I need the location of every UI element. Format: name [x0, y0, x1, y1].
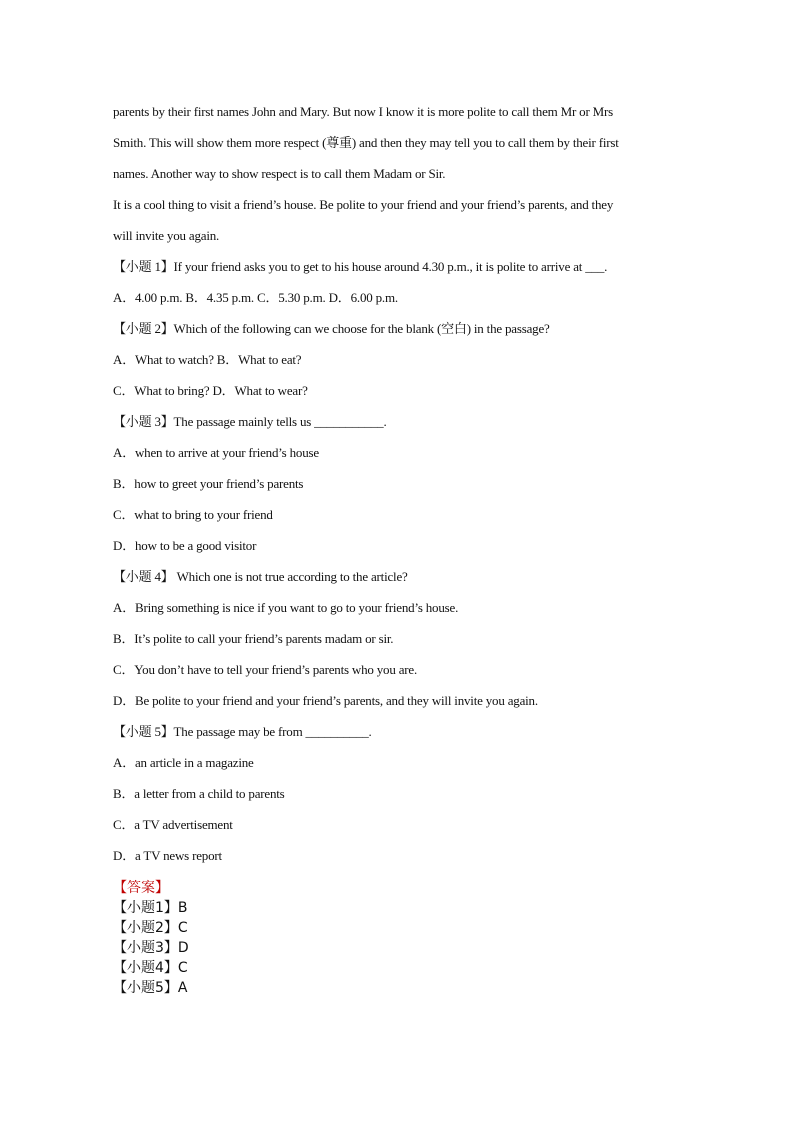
question-5-option-c: C．a TV advertisement	[113, 817, 233, 832]
question-4-option-d: D．Be polite to your friend and your friend’s parents, and they will invite you again.	[113, 693, 538, 708]
question-1-options: A．4.00 p.m. B．4.35 p.m. C．5.30 p.m. D．6.00 p.m.	[113, 290, 398, 305]
passage-line: will invite you again.	[113, 228, 220, 243]
question-2-option-row: C．What to bring? D．What to wear?	[113, 383, 308, 398]
question-4-option-c: C．You don’t have to tell your friend’s parents who you are.	[113, 662, 418, 677]
question-3-option-a: A．when to arrive at your friend’s house	[113, 445, 319, 460]
question-2-stem: 【小题 2】Which of the following can we choose for the blank (空白) in the passage?	[113, 321, 550, 336]
question-3-stem: 【小题 3】The passage mainly tells us ___________.	[113, 414, 387, 429]
question-4-option-a: A．Bring something is nice if you want to go to your friend’s house.	[113, 600, 459, 615]
question-4-stem: 【小题 4】 Which one is not true according to the article?	[113, 569, 408, 584]
question-4-option-b: B．It’s polite to call your friend’s parents madam or sir.	[113, 631, 394, 646]
question-5-option-d: D．a TV news report	[113, 848, 222, 863]
passage-line: names. Another way to show respect is to call them Madam or Sir.	[113, 166, 446, 181]
answer-item: 【小题4】C	[113, 960, 188, 976]
question-1-stem: 【小题 1】If your friend asks you to get to his house around 4.30 p.m., it is polite to arrive at ___.	[113, 259, 608, 274]
passage-line: Smith. This will show them more respect (尊重) and then they may tell you to call them by their first	[113, 135, 619, 150]
answer-item: 【小题3】D	[113, 940, 189, 956]
question-5-option-a: A．an article in a magazine	[113, 755, 254, 770]
question-3-option-b: B．how to greet your friend’s parents	[113, 476, 304, 491]
question-5-stem: 【小题 5】The passage may be from __________.	[113, 724, 372, 739]
question-3-option-d: D．how to be a good visitor	[113, 538, 257, 553]
question-3-option-c: C．what to bring to your friend	[113, 507, 273, 522]
answer-item: 【小题1】B	[113, 900, 188, 916]
question-5-option-b: B．a letter from a child to parents	[113, 786, 285, 801]
passage-line: parents by their first names John and Mary. But now I know it is more polite to call them Mr or Mrs	[113, 104, 613, 119]
passage-line: It is a cool thing to visit a friend’s house. Be polite to your friend and your friend’s parents, and they	[113, 197, 614, 212]
answer-title: 【答案】	[113, 880, 169, 896]
answer-item: 【小题5】A	[113, 980, 188, 996]
document-content	[113, 99, 683, 874]
answer-section	[113, 878, 189, 998]
answer-item: 【小题2】C	[113, 920, 188, 936]
question-2-option-row: A．What to watch? B．What to eat?	[113, 352, 302, 367]
